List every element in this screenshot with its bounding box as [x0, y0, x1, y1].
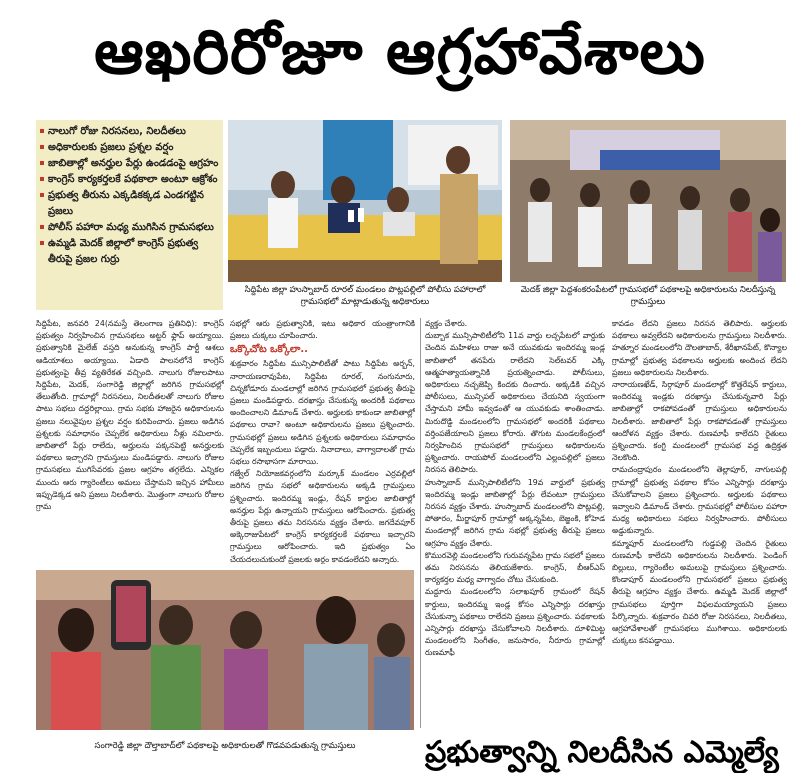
article-column-2	[230, 318, 415, 564]
column2-paragraph: గజ్వేల్ నియోజకవర్గంలోని మర్కూక్ మండలం ఎర్రవల్లిలో జరిగిన గ్రామ సభలో అధికారులను అక్కడి గ్రామస్తులు ప్రశ్నించారు. ఇందిరమ్మ ఇండ్లు, రేషన్ కార్డుల జాబితాల్లో అనర్హుల పేర్లు ఉన్నాయని గ్రామస్తులు ఆరోపించారు. ప్రభుత్వ తీరుపై ప్రజలు తమ నిరసనను వ్యక్తం చేశారు. జగదేవపూర్ అక్కెరాజుపేటలో కాంగ్రెస్ కార్యకర్తలకే పథకాలు ఇచ్చారని గ్రామస్తులు ఆరోపించారు. ఇది ప్రభుత్వం ఏం చేయదలుచుకుందో ప్రజలకు అర్థం కావడంలేదని అన్నారు.	[230, 469, 415, 564]
highlights-box	[36, 120, 223, 310]
photo-villagers-confronting	[510, 120, 786, 282]
column3-paragraph: దుబ్బాక మున్సిపాలిటీలోని 11వ వార్డు లచ్చపేటలో వార్డుకు చెందిన మహిళలు రాజు అనే యువకుడు ఇందిరమ్మ ఇండ్ల జాబితాలో తనపేరు రాలేదని సెల్‌టవర్ ఎక్కి ఆత్మహత్యాయత్నానికి ప్రయత్నించాడు. పోలీసులు, అధికారులు నచ్చజెప్పి కిందకు దించారు. అక్కడికి వచ్చిన పోలీసులు, మున్సిపల్ అధికారులు చేయనిది స్వయంగా చేస్తామని హామీ ఇవ్వడంతో ఆ యువకుడు శాంతించాడు. మిరుదొడ్డి మండలంలోని గ్రామసభలో అందరికీ పథకాలు వర్తింపజేయాలని ప్రజలు కోరారు. తొగుట మండలకేంద్రంలో నిర్వహించిన గ్రామసభలో గ్రామస్తులు అధికారులను ప్రశ్నించారు. రాయపోల్ మండలంలోని ఎల్లంపల్లిలో ప్రజలు నిరసన తెలిపారు.	[425, 331, 605, 475]
article-column-3	[425, 318, 605, 728]
column1-paragraph: సిద్దిపేట, జనవరి 24(నమస్తే తెలంగాణ ప్రతినిధి): కాంగ్రెస్ ప్రభుత్వం నిర్వహించిన గ్రామసభలు అట్టర్ ఫ్లాప్ అయ్యాయి. ప్రభుత్వానికి మైలేజ్ వస్తది అనుకున్న కాంగ్రెస్ పార్టీ ఆశలు ఆడియాశలు అయ్యాయి. ఏడాది పాలనలోనే కాంగ్రెస్ ప్రభుత్వంపై తీవ్ర వ్యతిరేకత వచ్చింది. నాలుగు రోజులపాటు సిద్దిపేట, మెదక్, సంగారెడ్డి జిల్లాల్లో జరిగిన గ్రామసభల్లో తేలుతోంది. గ్రామాల్లో నిరసనలు, నిలదీతలతో నాలుగు రోజుల పాటు సభలు దద్దరిల్లాయి. గ్రామ సభకు హాజరైన అధికారులను ప్రజలు నలువైపుల ప్రశ్నల వర్షం కురిపించారు. ప్రజలు అడిగిన ప్రశ్నలకు సమాధానం చెప్పలేక అధికారులు నీళ్లు నమిలారు. జాబితాలో పేర్లు రాలేదు, అర్హులను పక్కనపెట్టి అనర్హులకు పథకాలు ఇచ్చారని గ్రామస్తులు మండిపడ్డారు. నాలుగు రోజుల గ్రామసభలు ముగిసేవరకు ప్రజల ఆగ్రహం తగ్గలేదు. ఎన్నికల ముందు ఆరు గ్యారెంటీలు అమలు చేస్తామని ఇచ్చిన హామీలు ఇప్పుడెక్కడ అని ప్రజలు నిలదీశారు. మొత్తంగా నాలుగు రోజుల గ్రామ	[36, 319, 224, 512]
highlight-item: ప్రభుత్వ తీరును ఎక్కడికక్కడ ఎండగట్టిన ప్రజలు	[40, 188, 219, 220]
photo2-caption: మెదక్ జిల్లా పెద్దశంకరంపేటలో గ్రామసభలో పథకాలపై అధికారులను నిలదీస్తున్న గ్రామస్తులు	[520, 285, 776, 307]
highlight-item: అధికారులకు ప్రజలు ప్రశ్నల వర్షం	[40, 140, 219, 156]
highlight-item: ఉమ్మడి మెదక్ జిల్లాలో కాంగ్రెస్ ప్రభుత్వ తీరుపై ప్రజల గుర్రు	[40, 236, 219, 268]
article-column-1	[36, 318, 224, 564]
column4-paragraph: నారాయణఖేడ్, సిర్గాపూర్ మండలాల్లో కొత్తరేషన్ కార్డులు, ఇందిరమ్మ ఇండ్లకు దరఖాస్తు చేసుకున్నవారి పేర్లు జాబితాల్లో రాకపోవడంతో గ్రామస్తులు అధికారులను నిలదీశారు. జాబితాలో పేర్లు రాకపోవడంతో గ్రామస్తులు ఆందోళన వ్యక్తం చేశారు. రుణమాఫీ కాలేదని రైతులు ప్రశ్నించారు. కంగ్టి మండలంలో గ్రామసభ వద్ద ఉద్రిక్తత నెలకొంది.	[612, 380, 787, 463]
column3-paragraph: మద్దూరు మండలంలోని సలాఖపూర్ గ్రామంలో రేషన్ కార్డులు, ఇందిరమ్మ ఇండ్ల కోసం ఎన్నిసార్లు దరఖాస్తు చేసుకున్నా పథకాలు రాలేదని ప్రజలు ప్రశ్నించారు. పథకాలకు ఎన్నిసార్లు దరఖాస్తు చేసుకోవాలని నిలదీశారు. దూళిమిట్ట మండలంలోని సింగీతం, జనుసారం, నీరూరు గ్రామాల్లో రుణమాఫీ	[425, 587, 605, 658]
column4-paragraph: రామచంద్రాపురం మండలంలోని తెల్లాపూర్, నాగులపల్లి గ్రామాల్లో ప్రభుత్వ పథకాల కోసం ఎన్నిసార్లు దరఖాస్తు చేసుకోవాలని ప్రజలు ప్రశ్నించారు. అర్హులకు పథకాలు ఇవ్వాలని డిమాండ్ చేశారు. గ్రామసభల్లో పోలీసుల పహారా మధ్య అధికారులు సభలు నిర్వహించారు. పోలీసులు అడ్డుకున్నారు.	[612, 465, 787, 536]
photo-villagers-arguing	[36, 570, 414, 730]
article-column-4	[612, 318, 787, 728]
column3-paragraph: కొమురవెల్లి మండలంలోని గురువన్నపేట గ్రామ సభలో ప్రజలు తమ నిరసనను తెలియజేశారు. కాంగ్రెస్, బీఆర్ఎస్ కార్యకర్తల మధ్య వాగ్వాదం చోటు చేసుకుంది.	[425, 550, 605, 585]
column3-paragraph: హుస్నాబాద్ మున్సిపాలిటీలోని 19వ వార్డులో ప్రభుత్వ ఇందిరమ్మ ఇండ్లు జాబితాల్లో పేర్లు లేవంటూ గ్రామస్తులు నిరసన వ్యక్తం చేశారు. హుస్నాబాద్ మండలంలోని పొట్లపల్లి, పోతారం, మీర్జాపూర్ గ్రామాల్లో అక్కన్నపేట, బెజ్జంకి, కోహెడ మండలాల్లో జరిగిన గ్రామ సభల్లో ప్రభుత్వ తీరుపై ప్రజలు ఆగ్రహం వ్యక్తం చేశారు.	[425, 477, 605, 548]
highlight-item: నాలుగో రోజు నిరసనలు, నిలదీతలు	[40, 124, 219, 140]
highlight-item: కాంగ్రెస్ కార్యకర్తలకే పథకాలా అంటూ ఆక్రోశం	[40, 172, 219, 188]
column4-paragraph: కావడం లేదని ప్రజలు నిరసన తెలిపారు. అర్హులకు పథకాలు అవ్వలేదని అధికారులను గ్రామస్తులు నిలదీశారు. హత్నూర మండలంలోని దౌలతాబాద్, శేరీఖానపేట్, కొన్యాల గ్రామాల్లో ప్రభుత్వ పథకాలను అర్హులకు అందించ లేదని ప్రజలు అధికారులను నిలదీశారు.	[612, 319, 787, 377]
column3-paragraph: వ్యక్తం చేశారు.	[425, 319, 468, 328]
highlight-item: జాబితాల్లో అనర్హుల పేర్లు ఉండడంపై ఆగ్రహం	[40, 156, 219, 172]
column2-subheading: ఒక్కొచోట ఒక్కోలా..	[230, 344, 308, 356]
main-headline: ఆఖరిరోజూ ఆగ్రహావేశాలు	[94, 15, 706, 88]
photo1-caption: సిద్దిపేట జిల్లా హుస్నాబాద్ రూరల్ మండలం పొట్లపల్లిలో పోలీసు పహారాలో గ్రామసభలో మాట్లాడుతున్న అధికారులు	[244, 285, 486, 307]
column2-paragraph: సభల్లో ఆరు ప్రభుత్వానికి, ఇటు అధికార యంత్రాంగానికి ప్రజలు చుక్కలు చూపించారు.	[230, 319, 415, 341]
column2-paragraph: శుక్రవారం సిద్దిపేట మున్సిపాలిటీతో పాటు సిద్దిపేట అర్బన్, నారాయణరావుపేట, సిద్దిపేట రూరల్, నంగునూరు, చిన్నకోడూరు మండలాల్లో జరిగిన గ్రామసభలో ప్రభుత్వ తీరుపై ప్రజలు మండిపడ్డారు. దరఖాస్తు చేసుకున్న అందరికీ పథకాలు అందించాలని డిమాండ్ చేశారు. అర్హులకు కాకుండా జాబితాల్లో పథకాలు రావా? అంటూ అధికారులను ప్రజలు ప్రశ్నించారు. గ్రామసభల్లో ప్రజలు అడిగిన ప్రశ్నలకు అధికారులు సమాధానం చెప్పలేక ఇబ్బందులు పడ్డారు. నినాదాలు, వాగ్వాదాలతో గ్రామ సభలు రసాభాసగా మారాయి.	[230, 359, 415, 467]
photo3-caption: సంగారెడ్డి జిల్లా దౌల్తాబాద్‌లో పథకాలపై అధికారులతో గొడవపడుతున్న గ్రామస్తులు	[94, 741, 356, 751]
column4-paragraph: కమ్మాపూర్ మండలంలోని గుడ్డపల్లి చెందిన రైతులు రుణమాఫీ కాలేదని అధికారులను నిలదీశారు. పెండింగ్ బిల్లులు, గ్యారెంటీల అమలుపై గ్రామస్తులు ప్రశ్నించారు. కొండాపూర్ మండలంలోని గ్రామసభలో ప్రజలు ప్రభుత్వ తీరుపై ఆగ్రహం వ్యక్తం చేశారు. ఉమ్మడి మెదక్ జిల్లాలో గ్రామసభలు పూర్తిగా విఫలమయ్యాయని ప్రజలు పేర్కొన్నారు. శుక్రవారం చివరి రోజు నిరసనలు, నిలదీతలు, ఆగ్రహావేశాలతో గ్రామసభలు ముగిశాయి. అధికారులకు చుక్కలు కనపడ్డాయి.	[612, 538, 787, 646]
bottom-headline: ప్రభుత్వాన్ని నిలదీసిన ఎమ్మెల్యే	[425, 735, 779, 770]
photo-officials-meeting	[228, 120, 502, 282]
highlights-list	[40, 124, 219, 268]
highlight-item: పోలీస్ పహారా మధ్య ముగిసిన గ్రామసభలు	[40, 220, 219, 236]
